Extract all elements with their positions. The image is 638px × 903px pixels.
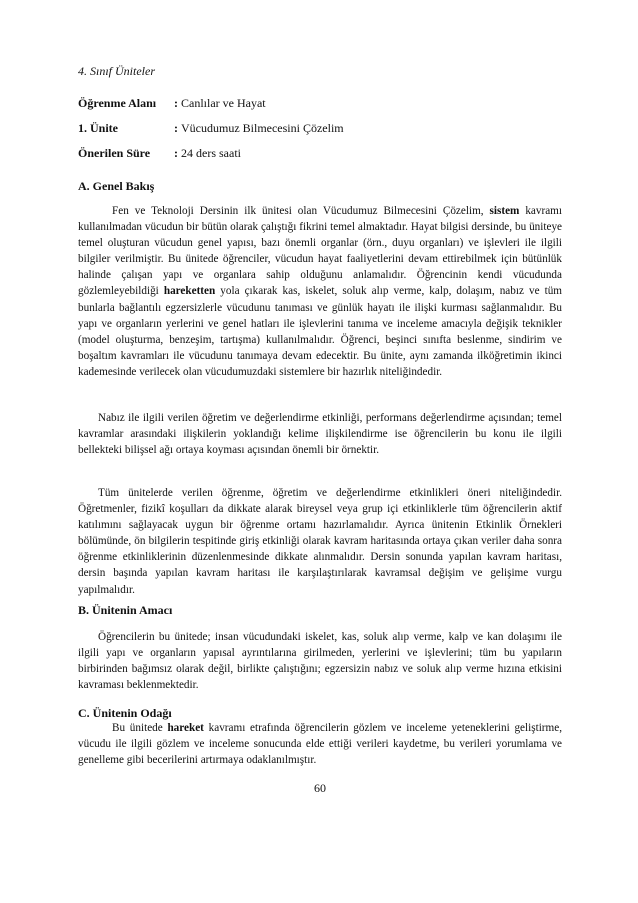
paragraph-a-3: Tüm ünitelerde verilen öğrenme, öğretim ve değerlendirme etkinlikleri öneri niteliğindedir. Öğretmenler, fizikî koşulları da dikkate alarak bireysel veya grup içi etkinliklerle tüm öğrencilerin aktif katılımını sağlayacak uygun bir öğrenme ortamı hazırlamalıdır. Ayrıca ünitenin Etkinlik Örnekleri bölümünde, ön bilgilerin tespitinde giriş etkinliği olarak kavram haritasında ortaya çıkan veriler daha sonra öğrenme etkinliklerinin düzenlenmesinde dikkate alınmalıdır. Dersin sonunda yapılan kavram haritası, dersin başında yapılan kavram haritası ile karşılaştırılarak kavramsal değişim ve gelişime vurgu yapılmalıdır.: [78, 487, 562, 596]
text-run: kavramı etrafında öğrencilerin gözlem ve inceleme yeteneklerini geliştirme, vücudu ile ilgili gözlem ve inceleme sonucunda elde ettiği verileri kaydetme, bu verileri yorumlama ve genelleme gibi becerilerini artırmaya odaklanılmıştır.: [78, 722, 562, 767]
meta-separator: :: [174, 146, 178, 160]
meta-key: Önerilen Süre: [78, 146, 151, 160]
meta-row-unit: [78, 121, 344, 136]
text-run: Bu ünitede: [112, 722, 168, 734]
paragraph-b-1: Öğrencilerin bu ünitede; insan vücudundaki iskelet, kas, soluk alıp verme, kalp ve kan dolaşımı ile ilgili yapı ve organların yapısal ayrıntılarına girilmeden, yerlerini ve işlevlerini; tüm bu yapıların birbirinden bağımsız olarak değil, birlikte çalıştığını; egzersizin nabız ve soluk alıp verme hızına etkisini kavraması beklenmektedir.: [78, 631, 562, 692]
meta-value: Canlılar ve Hayat: [181, 96, 266, 110]
section-title-c: C. Ünitenin Odağı: [78, 706, 172, 720]
document-page: [78, 0, 562, 903]
text-run: yola çıkarak kas, iskelet, soluk alıp verme, kalp, dolaşım, nabız ve tüm bunlarla bağlantılı egzersizlerle vücudunu tanıması ve günlük hayatı ile ilişki kurması sağlanmalıdır. Bu yapı ve organların yerlerini ve genel hatları ile işlevlerini tanıma ve inceleme amacıyla değişik teknikler (model oluşturma, benzeşim, tartışma) kullanılmalıdır. Öğrenci, beşinci sınıfta beslenme, sindirim ve boşaltım kavramları ile vücudunu tanımaya devam edecektir. Bu ünite, aynı zamanda ilköğretimin ikinci kademesinde verilecek olan vücudumuzdaki sistemlere bir hazırlık niteliğindedir.: [78, 285, 562, 378]
text-run: kavramı kullanılmadan vücudun bir bütün olarak çalıştığı fikrini temel almaktadır. Hayat bilgisi dersinde, bu üniteye temel oluşturan vücudun genel yapısı, bazı önemli organlar (örn., duyu organları) ve işlevleri ile ilgili bilgiler verilmiştir. Bu ünitede öğrenciler, vücudun hayat faaliyetlerini devam ettirebilmek için bütünlük halinde çalışan yapı ve organlara sahip olduğunu anlamalıdır. Öğrencinin kendi vücudunda gözlemleyebildiği: [78, 205, 562, 298]
meta-row-learning-area: [78, 96, 266, 111]
page-number: 60: [314, 781, 326, 795]
page-header: 4. Sınıf Üniteler: [78, 64, 155, 78]
section-title-a: A. Genel Bakış: [78, 179, 155, 193]
paragraph-a-2: Nabız ile ilgili verilen öğretim ve değerlendirme etkinliği, performans değerlendirme açısından; temel kavramlar arasındaki ilişkilerin yoklandığı kelime ilişkilendirme ise öğrencilerin bu konu ile ilgili bellekteki bilişsel ağı ortaya koyması açısından önemli bir örnektir.: [78, 412, 562, 457]
paragraph-a-1: [78, 203, 562, 380]
meta-key: 1. Ünite: [78, 121, 118, 135]
meta-value: Vücudumuz Bilmecesini Çözelim: [181, 121, 344, 135]
text-run: Fen ve Teknoloji Dersinin ilk ünitesi olan Vücudumuz Bilmecesini Çözelim,: [112, 205, 490, 217]
meta-separator: :: [174, 121, 178, 135]
emphasis-term: hareketten: [163, 285, 216, 298]
meta-value: 24 ders saati: [181, 146, 241, 160]
paragraph-c-1: [78, 720, 562, 768]
emphasis-term: hareket: [167, 722, 204, 734]
meta-key: Öğrenme Alanı: [78, 96, 157, 110]
emphasis-term: sistem: [489, 205, 520, 217]
section-title-b: B. Ünitenin Amacı: [78, 603, 173, 617]
meta-separator: :: [174, 96, 178, 110]
meta-row-duration: [78, 146, 241, 161]
